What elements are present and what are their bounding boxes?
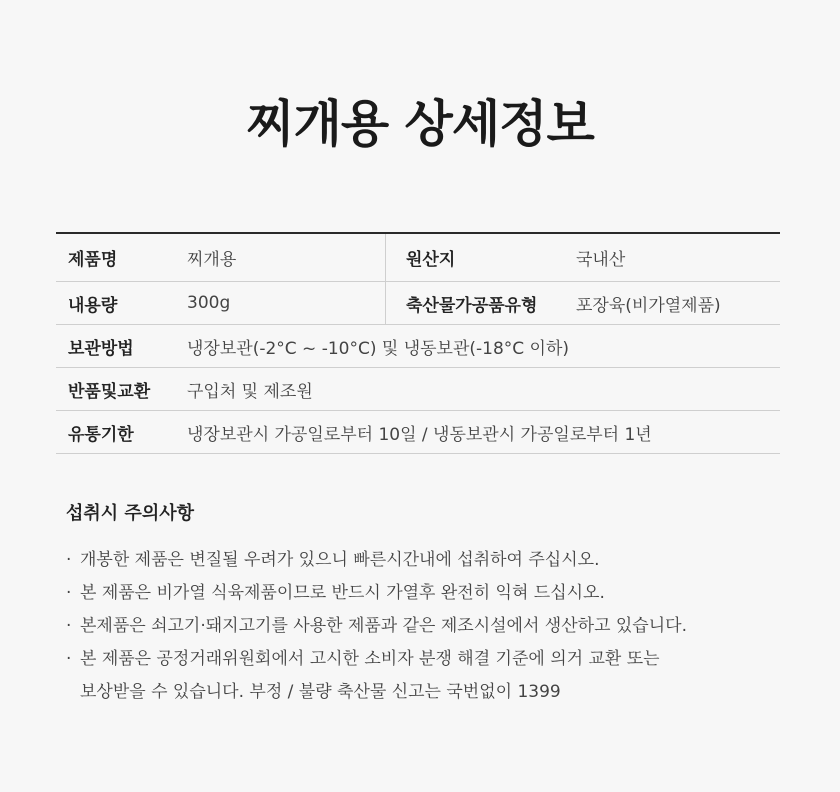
spec-half-left	[56, 234, 385, 281]
list-item	[66, 544, 806, 577]
product-name-label: 제품명	[68, 250, 118, 270]
return-exchange-value: 구입처 및 제조원	[187, 381, 313, 402]
product-type-value: 포장육(비가열제품)	[576, 295, 721, 316]
list-item	[66, 643, 806, 676]
intake-precautions	[66, 500, 806, 709]
return-exchange-label: 반품및교환	[68, 381, 151, 402]
spec-row	[56, 234, 780, 282]
product-type-label: 축산물가공품유형	[406, 295, 538, 316]
product-name-value: 찌개용	[187, 250, 237, 270]
spec-row	[56, 368, 780, 411]
bullet: ·	[66, 550, 72, 570]
note-text: 본 제품은 비가열 식육제품이므로 반드시 가열후 완전히 익혀 드십시오.	[80, 583, 605, 603]
expiry-label: 유통기한	[68, 424, 134, 445]
bullet-spacer	[66, 676, 80, 709]
storage-value: 냉장보관(-2°C ~ -10°C) 및 냉동보관(-18°C 이하)	[187, 338, 570, 359]
spec-half-right	[385, 234, 780, 281]
spec-row	[56, 411, 780, 454]
list-item	[66, 610, 806, 643]
bullet: ·	[66, 583, 72, 603]
note-text: 본제품은 쇠고기·돼지고기를 사용한 제품과 같은 제조시설에서 생산하고 있습니다.	[80, 616, 687, 636]
note-text: 본 제품은 공정거래위원회에서 고시한 소비자 분쟁 해결 기준에 의거 교환 또는	[80, 649, 660, 669]
precautions-title: 섭취시 주의사항	[66, 503, 194, 524]
page-title: 찌개용 상세정보	[246, 95, 594, 153]
note-text: 개봉한 제품은 변질될 우려가 있으니 빠른시간내에 섭취하여 주십시오.	[80, 550, 600, 570]
spec-half-right	[385, 282, 780, 324]
spec-half-left	[56, 282, 385, 324]
bullet: ·	[66, 616, 72, 636]
spec-table	[56, 232, 780, 454]
expiry-value: 냉장보관시 가공일로부터 10일 / 냉동보관시 가공일로부터 1년	[187, 424, 652, 445]
spec-row	[56, 282, 780, 325]
list-item	[66, 577, 806, 610]
origin-value: 국내산	[576, 250, 626, 270]
list-item-continuation	[66, 676, 806, 709]
origin-label: 원산지	[406, 250, 456, 270]
note-text: 보상받을 수 있습니다. 부정 / 불량 축산물 신고는 국번없이 1399	[80, 682, 561, 702]
bullet: ·	[66, 649, 72, 669]
spec-row	[56, 325, 780, 368]
content-amount-label: 내용량	[68, 295, 118, 316]
storage-label: 보관방법	[68, 338, 134, 359]
content-amount-value: 300g	[187, 293, 231, 313]
